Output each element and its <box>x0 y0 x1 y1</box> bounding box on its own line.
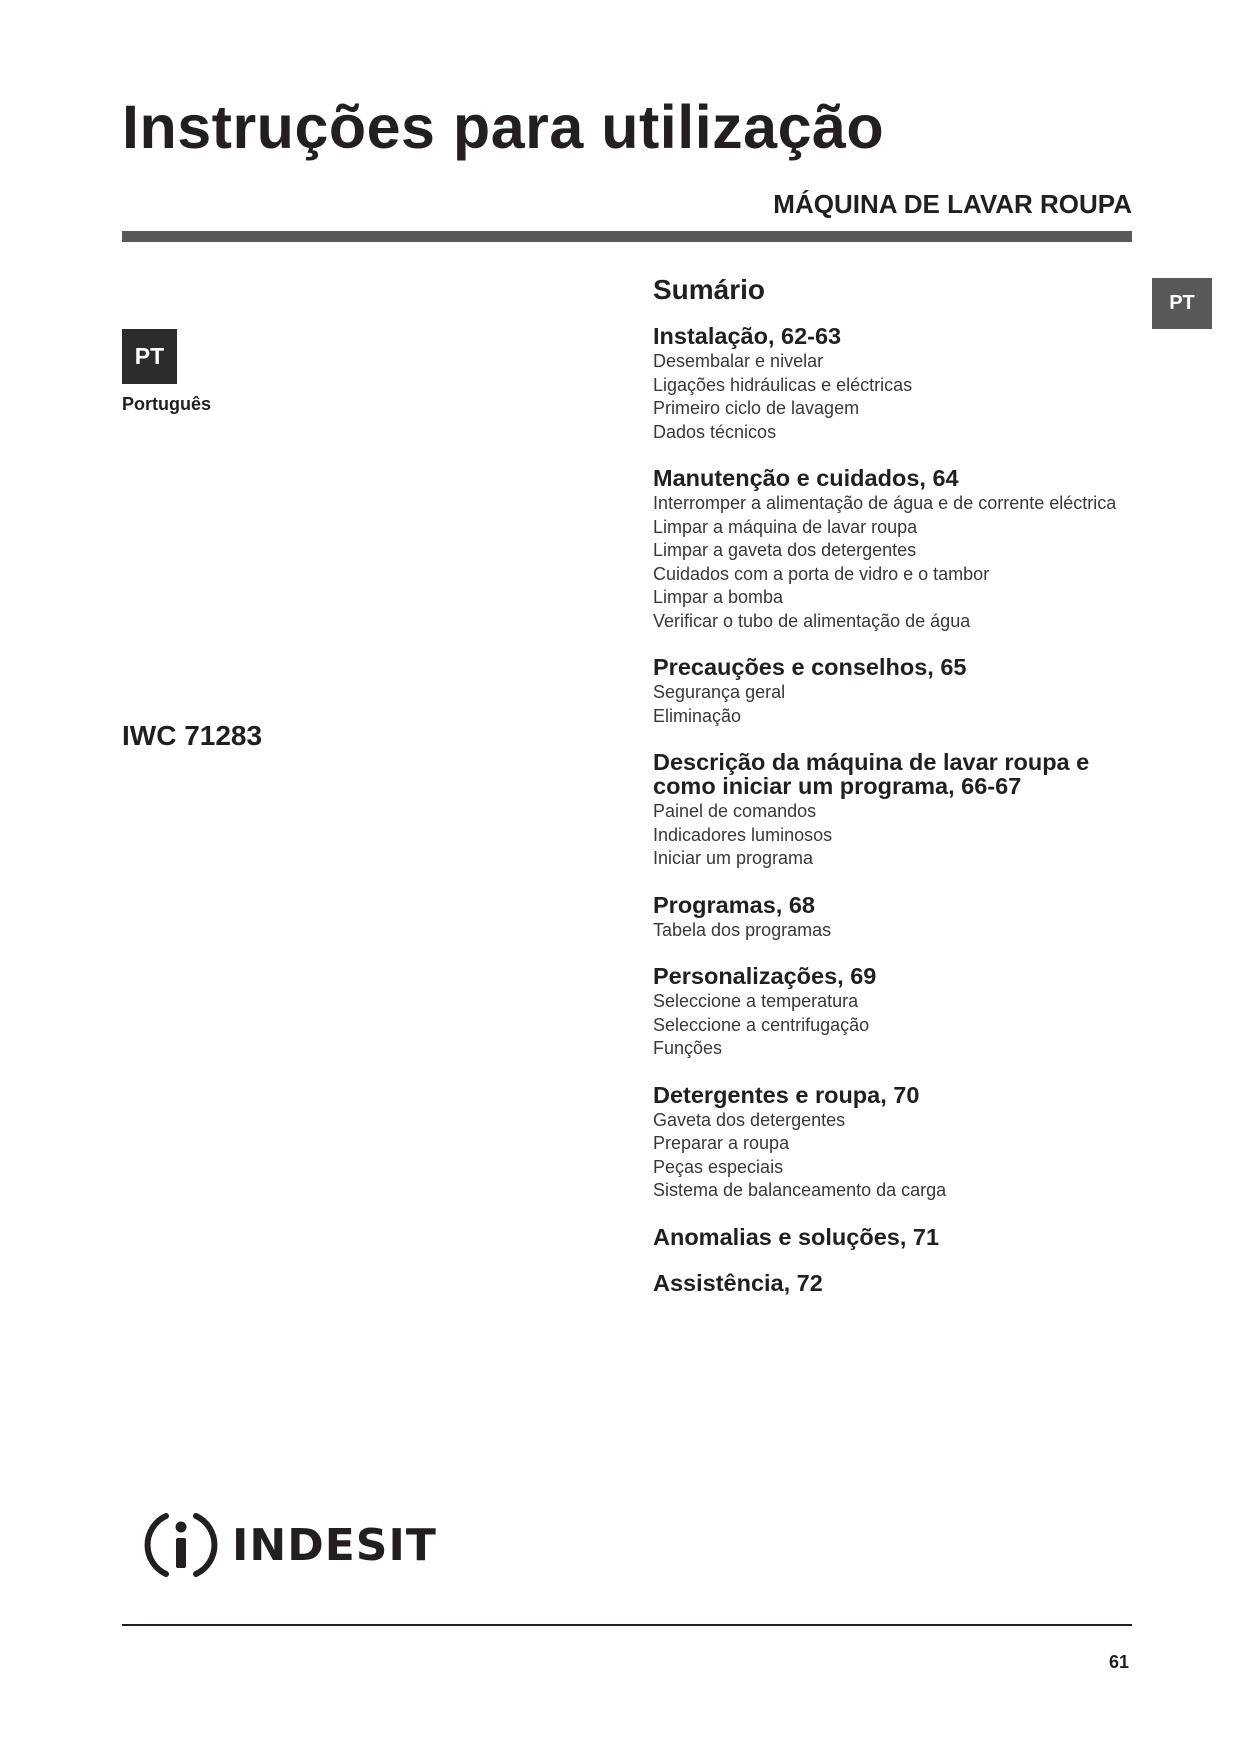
toc-sections <box>653 324 1133 1295</box>
toc-item[interactable]: Tabela dos programas <box>653 919 832 940</box>
toc-item[interactable]: Dados técnicos <box>653 421 777 442</box>
toc-item[interactable]: Desembalar e nivelar <box>653 351 824 371</box>
toc-section <box>653 964 1133 1061</box>
toc-section-heading[interactable]: Programas, 68 <box>653 891 815 918</box>
toc-item[interactable]: Ligações hidráulicas e eléctricas <box>653 374 913 395</box>
toc-item[interactable]: Cuidados com a porta de vidro e o tambor <box>653 563 990 584</box>
toc-item[interactable]: Segurança geral <box>653 682 786 702</box>
indesit-info-icon <box>142 1506 220 1584</box>
toc-section-heading[interactable]: Anomalias e soluções, 71 <box>653 1223 940 1250</box>
toc-item[interactable]: Peças especiais <box>653 1156 784 1177</box>
toc-section <box>653 893 1133 943</box>
toc-item[interactable]: Limpar a máquina de lavar roupa <box>653 516 918 537</box>
toc-item[interactable]: Indicadores luminosos <box>653 824 833 845</box>
toc-title: Sumário <box>653 274 766 305</box>
toc-item[interactable]: Verificar o tubo de alimentação de água <box>653 610 971 631</box>
toc-item[interactable]: Eliminação <box>653 705 742 726</box>
toc-item[interactable]: Interromper a alimentação de água e de corrente eléctrica <box>653 493 1117 513</box>
toc-section-heading[interactable]: Personalizações, 69 <box>653 963 877 989</box>
toc-section-heading[interactable]: Precauções e conselhos, 65 <box>653 654 967 680</box>
toc-item-list <box>653 800 1133 871</box>
toc-section <box>653 1225 1133 1249</box>
toc-item[interactable]: Iniciar um programa <box>653 848 814 868</box>
table-of-contents <box>653 270 1133 1317</box>
toc-item[interactable]: Seleccione a centrifugação <box>653 1014 870 1035</box>
toc-section <box>653 1083 1133 1203</box>
toc-section-heading[interactable]: Descrição da máquina de lavar roupa e como iniciar um programa, 66-67 <box>653 749 1090 799</box>
page-title: Instruções para utilização <box>122 93 885 161</box>
page-number: 61 <box>1108 1652 1129 1672</box>
toc-item[interactable]: Seleccione a temperatura <box>653 991 859 1011</box>
toc-item-list <box>653 919 1133 943</box>
toc-item[interactable]: Limpar a gaveta dos detergentes <box>653 540 917 560</box>
footer-divider <box>122 1624 1132 1626</box>
toc-item[interactable]: Painel de comandos <box>653 801 817 821</box>
brand-logo <box>142 1506 437 1584</box>
header-divider <box>122 231 1132 242</box>
toc-item[interactable]: Gaveta dos detergentes <box>653 1109 846 1130</box>
model-number: IWC 71283 <box>122 720 263 751</box>
toc-item-list <box>653 681 1133 728</box>
toc-section <box>653 324 1133 444</box>
toc-item[interactable]: Sistema de balanceamento da carga <box>653 1180 947 1200</box>
toc-section <box>653 1271 1133 1295</box>
toc-section <box>653 750 1133 871</box>
language-badge: PT <box>122 329 177 384</box>
toc-item[interactable]: Limpar a bomba <box>653 587 784 607</box>
toc-section <box>653 655 1133 728</box>
language-label: Português <box>122 394 212 414</box>
brand-wordmark: INDESIT <box>232 1519 437 1571</box>
language-side-tab[interactable]: PT <box>1152 278 1212 329</box>
toc-section-heading[interactable]: Manutenção e cuidados, 64 <box>653 465 959 491</box>
toc-section-heading[interactable]: Detergentes e roupa, 70 <box>653 1081 920 1108</box>
toc-section <box>653 466 1133 633</box>
toc-item[interactable]: Primeiro ciclo de lavagem <box>653 398 860 418</box>
toc-item[interactable]: Funções <box>653 1038 723 1058</box>
toc-item-list <box>653 1109 1133 1203</box>
toc-item-list <box>653 990 1133 1061</box>
toc-item[interactable]: Preparar a roupa <box>653 1133 790 1153</box>
toc-section-heading[interactable]: Instalação, 62-63 <box>653 323 842 349</box>
document-subtitle: MÁQUINA DE LAVAR ROUPA <box>773 189 1132 219</box>
toc-item-list <box>653 350 1133 444</box>
toc-item-list <box>653 492 1133 633</box>
toc-section-heading[interactable]: Assistência, 72 <box>653 1269 823 1296</box>
